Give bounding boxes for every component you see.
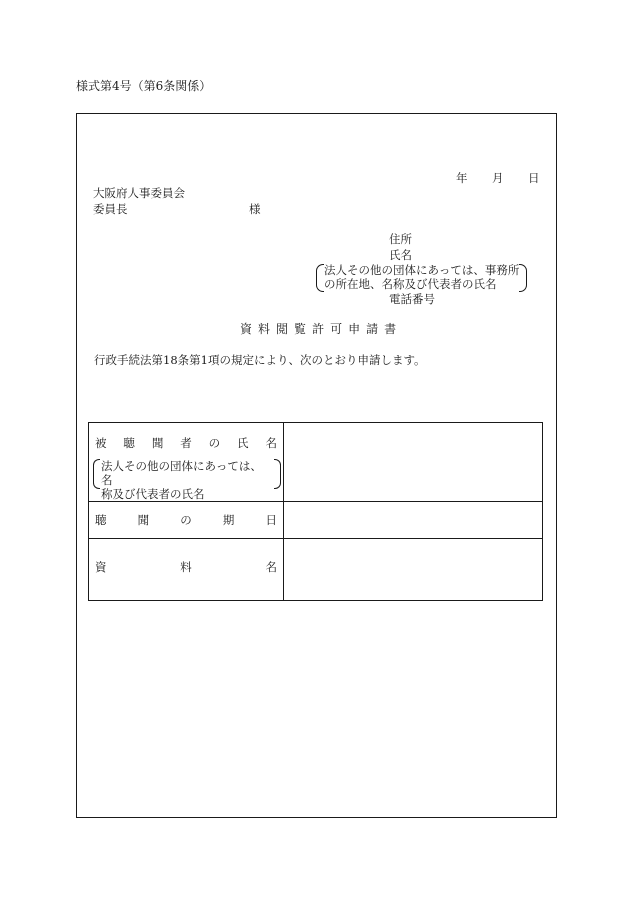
addressee-organization: 大阪府人事委員会 — [93, 186, 185, 200]
hearing-person-note-line2: 称及び代表者の氏名 — [101, 486, 205, 501]
intro-statement: 行政手続法第18条第1項の規定により、次のとおり申請します。 — [94, 353, 426, 367]
right-parenthesis — [519, 264, 527, 292]
hearing-person-note-line1: 法人その他の団体にあっては、名 — [101, 458, 262, 487]
document-title: 資料閲覧許可申請書 — [240, 322, 403, 336]
material-name-label: 資 料 名 — [95, 559, 277, 574]
applicant-name-label: 氏名 — [389, 248, 412, 262]
applicant-phone-label: 電話番号 — [389, 292, 435, 306]
hearing-person-label-cell — [89, 423, 284, 502]
date-day-label: 日 — [528, 171, 540, 185]
left-parenthesis — [316, 264, 324, 292]
table-row — [89, 423, 543, 502]
left-parenthesis — [93, 459, 100, 489]
hearing-person-label: 被 聴 聞 者 の 氏 名 — [95, 436, 277, 450]
form-number-label: 様式第4号（第6条関係） — [76, 79, 212, 93]
date-month-label: 月 — [492, 171, 504, 185]
material-name-label-cell — [89, 538, 284, 600]
right-parenthesis — [274, 459, 281, 489]
date-line — [456, 173, 540, 185]
applicant-corp-note-line1: 法人その他の団体にあっては、事務所 — [324, 263, 520, 277]
hearing-date-value-cell[interactable] — [284, 501, 543, 538]
hearing-person-note — [101, 459, 279, 501]
table-row — [89, 538, 543, 600]
application-table — [88, 422, 543, 601]
table-row — [89, 501, 543, 538]
applicant-address-label: 住所 — [389, 232, 412, 246]
hearing-date-label: 聴 聞 の 期 日 — [95, 512, 277, 527]
material-name-value-cell[interactable] — [284, 538, 543, 600]
hearing-person-value-cell[interactable] — [284, 423, 543, 502]
hearing-date-label-cell — [89, 501, 284, 538]
addressee-title: 委員長 — [93, 202, 128, 216]
addressee-honorific: 様 — [249, 202, 261, 216]
date-year-label: 年 — [456, 171, 468, 185]
applicant-corp-note-line2: の所在地、名称及び代表者の氏名 — [324, 277, 497, 291]
